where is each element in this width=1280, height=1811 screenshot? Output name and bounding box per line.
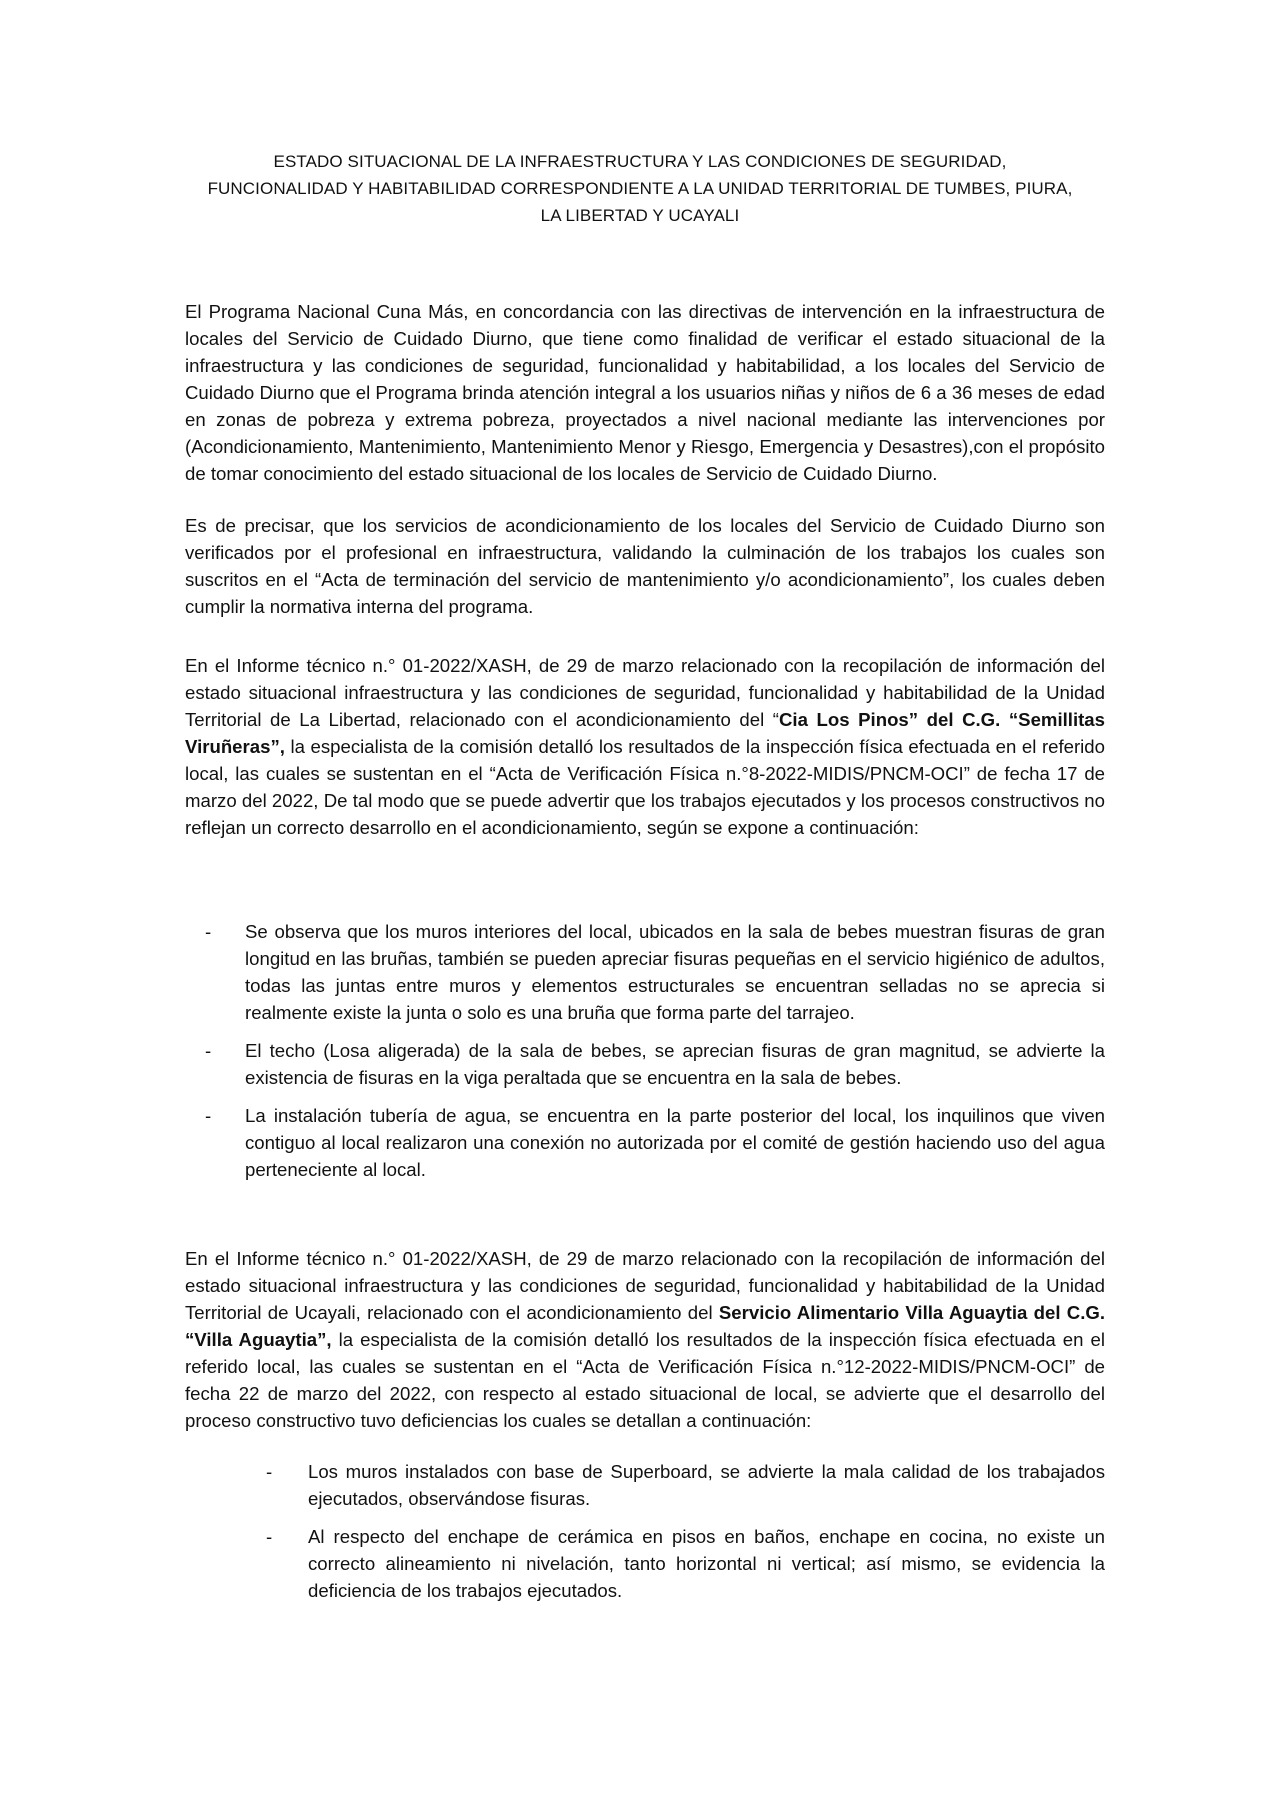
list-item [185, 1102, 1105, 1183]
paragraph-precision: Es de precisar, que los servicios de acondicionamiento de los locales del Servicio de Cuidado Diurno son verificados por el profesional en infraestructura, validando la culminación de los trabajos los cuales son suscritos en el “Acta de terminación del servicio de mantenimiento y/o acondicionamiento”, los cuales deben cumplir la normativa interna del programa. [185, 515, 1105, 617]
title-line-1: ESTADO SITUACIONAL DE LA INFRAESTRUCTURA Y LAS CONDICIONES DE SEGURIDAD, [273, 152, 1007, 171]
paragraph-text: En el Informe técnico n.° 01-2022/XASH, de 29 de marzo relacionado con la recopilación de información del estado situacional infraestructura y las condiciones de seguridad, funcionalidad y habitabilidad de la Unidad Territorial de La Libertad, relacionado con el acondicionamiento del “ [185, 655, 1105, 730]
paragraph-intro: El Programa Nacional Cuna Más, en concordancia con las directivas de intervención en la infraestructura de locales del Servicio de Cuidado Diurno, que tiene como finalidad de verificar el estado situacional de la infraestructura y las condiciones de seguridad, funcionalidad y habitabilidad, a los locales del Servicio de Cuidado Diurno que el Programa brinda atención integral a los usuarios niñas y niños de 6 a 36 meses de edad en zonas de pobreza y extrema pobreza, proyectados a nivel nacional mediante las intervenciones por (Acondicionamiento, Mantenimiento, Mantenimiento Menor y Riesgo, Emergencia y Desastres),con el propósito de tomar conocimiento del estado situacional de los locales de Servicio de Cuidado Diurno. [185, 301, 1105, 484]
findings-list-ucayali [248, 1458, 1105, 1615]
title-line-3: LA LIBERTAD Y UCAYALI [540, 206, 740, 225]
paragraph-text: la especialista de la comisión detalló los resultados de la inspección física efectuada en el referido local, las cuales se sustentan en el “Acta de Verificación Física n.°12-2022-MIDIS/PNCM-OCI” de fecha 22 de marzo del 2022, con respecto al estado situacional de local, se advierte que el desarrollo del proceso constructivo tuvo deficiencias los cuales se detallan a continuación: [185, 1329, 1105, 1431]
findings-list-la-libertad [185, 918, 1105, 1183]
list-item [185, 1037, 1105, 1091]
list-item [248, 1458, 1105, 1512]
list-item [248, 1523, 1105, 1604]
paragraph-text: la especialista de la comisión detalló los resultados de la inspección física efectuada en el referido local, las cuales se sustentan en el “Acta de Verificación Física n.°8-2022-MIDIS/PNCM-OCI” de fecha 17 de marzo del 2022, De tal modo que se puede advertir que los trabajos ejecutados y los procesos constructivos no reflejan un correcto desarrollo en el acondicionamiento, según se expone a continuación: [185, 736, 1105, 838]
list-item-text: El techo (Losa aligerada) de la sala de bebes, se aprecian fisuras de gran magnitud, se advierte la existencia de fisuras en la viga peraltada que se encuentra en la sala de bebes. [245, 1040, 1105, 1088]
paragraph-la-libertad-report [185, 652, 1105, 841]
list-bullet: - [205, 921, 212, 942]
list-item-text: La instalación tubería de agua, se encuentra en la parte posterior del local, los inquilinos que viven contiguo al local realizaron una conexión no autorizada por el comité de gestión haciendo uso del agua perteneciente al local. [245, 1105, 1105, 1180]
paragraph-ucayali-report [185, 1245, 1105, 1434]
list-item [185, 918, 1105, 1026]
document-title [180, 148, 1100, 229]
list-bullet: - [266, 1461, 273, 1482]
list-bullet: - [266, 1526, 273, 1547]
list-item-text: Al respecto del enchape de cerámica en pisos en baños, enchape en cocina, no existe un correcto alineamiento ni nivelación, tanto horizontal ni vertical; así mismo, se evidencia la deficiencia de los trabajos ejecutados. [308, 1526, 1105, 1601]
paragraph-bold-text: Cia Los Pinos” del C.G. “Semillitas Viruñeras”, [185, 709, 1105, 757]
list-item-text: Se observa que los muros interiores del local, ubicados en la sala de bebes muestran fisuras de gran longitud en las bruñas, también se pueden apreciar fisuras pequeñas en el servicio higiénico de adultos, todas las juntas entre muros y elementos estructurales se encuentran selladas no se aprecia si realmente existe la junta o solo es una bruña que forma parte del tarrajeo. [245, 921, 1105, 1023]
list-bullet: - [205, 1105, 212, 1126]
paragraph-text: En el Informe técnico n.° 01-2022/XASH, de 29 de marzo relacionado con la recopilación de información del estado situacional infraestructura y las condiciones de seguridad, funcionalidad y habitabilidad de la Unidad Territorial de Ucayali, relacionado con el acondicionamiento del [185, 1248, 1105, 1323]
title-line-2: FUNCIONALIDAD Y HABITABILIDAD CORRESPONDIENTE A LA UNIDAD TERRITORIAL DE TUMBES, PIURA, [207, 179, 1073, 198]
list-item-text: Los muros instalados con base de Superboard, se advierte la mala calidad de los trabajados ejecutados, observándose fisuras. [308, 1461, 1105, 1509]
list-bullet: - [205, 1040, 212, 1061]
paragraph-bold-text: Servicio Alimentario Villa Aguaytia del C.G. “Villa Aguaytia”, [185, 1302, 1105, 1350]
